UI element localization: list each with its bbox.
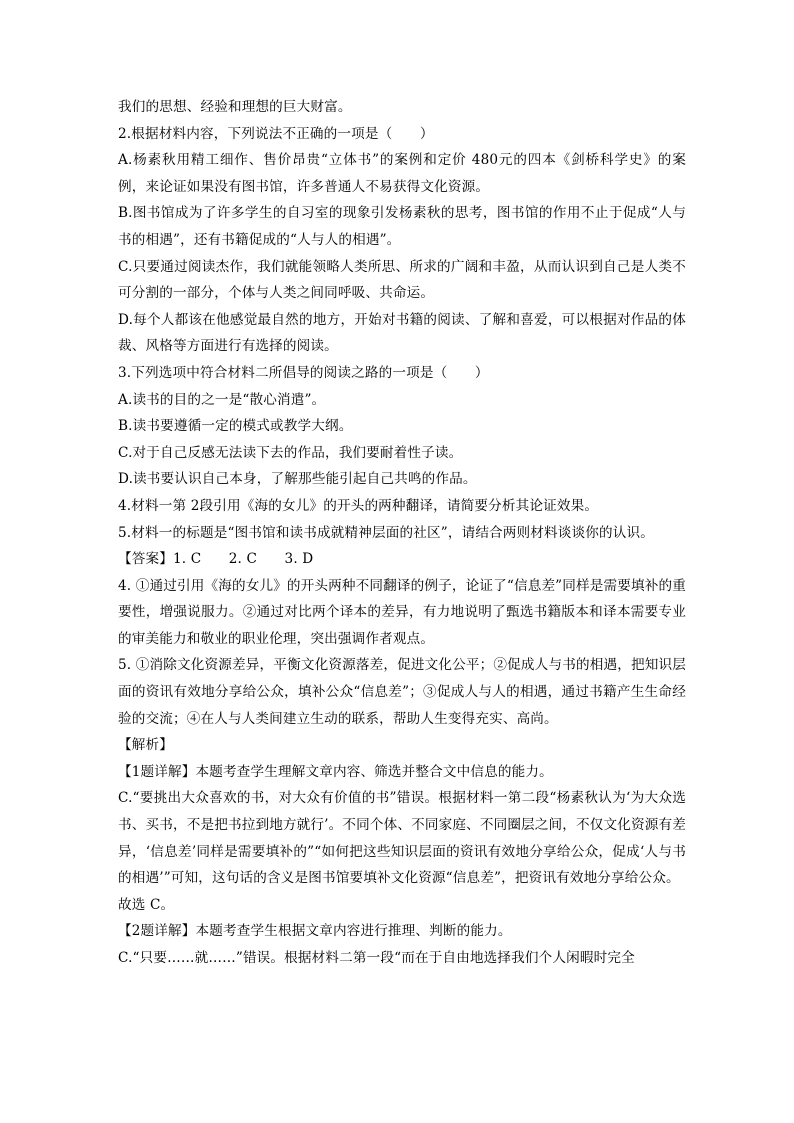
option-3a: A.读书的目的之一是“散心消遣”。 [118, 391, 326, 408]
answer-4: 4. ①通过引用《海的女儿》的开头两种不同翻译的例子，论证了“信息差”同样是需要填补的重要性，增强说服力。②通过对比两个译本的差异，有力地说明了甄选书籍版本和译本需要专业的审美能力和敬业的职业伦理，突出强调作者观点。 [118, 577, 686, 647]
question-5: 5.材料一的标题是“图书馆和读书成就精神层面的社区”，请结合两则材料谈谈你的认识。 [118, 524, 654, 541]
document-body [118, 94, 686, 972]
analysis-1-body: C.“要挑出大众喜欢的书，对大众有价值的书”错误。根据材料一第二段“杨素秋认为‘为大众选书、买书，不是把书拉到地方就行’。不同个体、不同家庭、不同圈层之间，不仅文化资源有差异，‘信息差’同样是需要填补的”“如何把这些知识层面的资讯有效地分享给公众，促成‘人与书的相遇’”可知，这句话的含义是图书馆要填补文化资源“信息差”，把资讯有效地分享给公众。 [118, 790, 686, 887]
question-3: 3.下列选项中符合材料二所倡导的阅读之路的一项是（ ） [118, 364, 489, 381]
option-3d: D.读书要认识自己本身，了解那些能引起自己共鸣的作品。 [118, 471, 477, 488]
question-4: 4.材料一第 2段引用《海的女儿》的开头的两种翻译，请简要分析其论证效果。 [118, 497, 599, 514]
analysis-1-choice: 故选 C。 [118, 896, 175, 913]
option-3b: B.读书要遵循一定的模式或教学大纲。 [118, 418, 353, 435]
question-2: 2.根据材料内容，下列说法不正确的一项是（ ） [118, 125, 434, 142]
option-2c: C.只要通过阅读杰作，我们就能领略人类所思、所求的广阔和丰盈，从而认识到自己是人类不可分割的一部分，个体与人类之间同呼吸、共命运。 [118, 258, 686, 302]
option-2d: D.每个人都该在他感觉最自然的地方，开始对书籍的阅读、了解和喜爱，可以根据对作品的体裁、风格等方面进行有选择的阅读。 [118, 311, 686, 355]
answer-5: 5. ①消除文化资源差异，平衡文化资源落差，促进文化公平；②促成人与书的相遇，把知识层面的资讯有效地分享给公众，填补公众“信息差”；③促成人与人的相遇，通过书籍产生生命经验的交流；④在人与人类间建立生动的联系，帮助人生变得充实、高尚。 [118, 657, 686, 727]
answer-heading: 【答案】1. C 2. C 3. D [118, 551, 314, 568]
option-2a: A.杨素秋用精工细作、售价昂贵“立体书”的案例和定价 480元的四本《剑桥科学史》的案例，来论证如果没有图书馆，许多普通人不易获得文化资源。 [118, 152, 686, 195]
text-line: 我们的思想、经验和理想的巨大财富。 [118, 99, 352, 115]
option-2b: B.图书馆成为了许多学生的自习室的现象引发杨素秋的思考，图书馆的作用不止于促成“人与书的相遇”，还有书籍促成的“人与人的相遇”。 [118, 205, 686, 248]
analysis-heading: 【解析】 [118, 737, 173, 754]
option-3c: C.对于自己反感无法读下去的作品，我们要耐着性子读。 [118, 444, 463, 461]
analysis-1-title: 【1题详解】本题考查学生理解文章内容、筛选并整合文中信息的能力。 [118, 763, 553, 780]
analysis-2-title: 【2题详解】本题考查学生根据文章内容进行推理、判断的能力。 [118, 923, 512, 940]
analysis-2-body: C.“只要……就……”错误。根据材料二第一段“而在于自由地选择我们个人闲暇时完全 [118, 950, 635, 966]
